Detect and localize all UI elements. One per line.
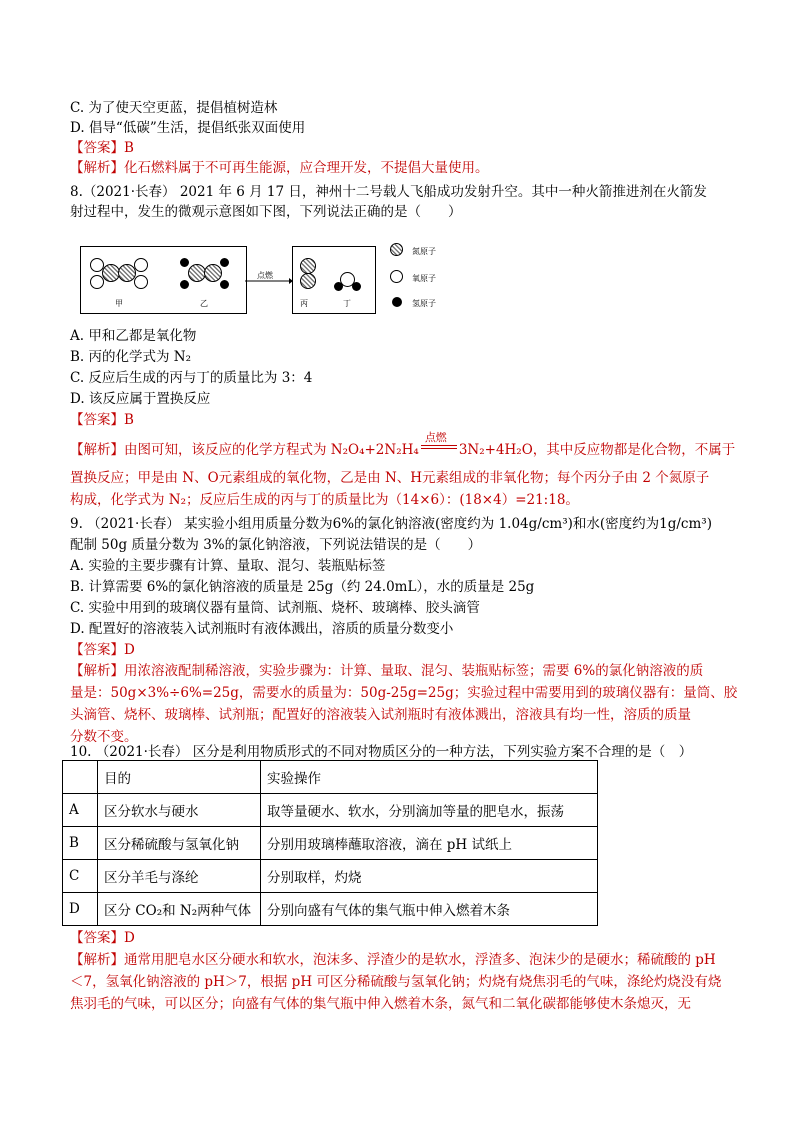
analysis-text: 通常用肥皂水区分硬水和软水，泡沫多、浮渣少的是软水，浮渣多、泡沫少的是硬水；稀硫酸的 pH	[124, 952, 716, 968]
q9-option-c: C. 实验中用到的玻璃仪器有量筒、试剂瓶、烧杯、玻璃棒、胶头滴管	[70, 600, 480, 616]
hydrogen-atom	[220, 258, 229, 267]
table-cell: 区分稀硫酸与氢氧化钠	[98, 827, 261, 860]
answer-tag: 【答案】	[70, 930, 124, 946]
table-cell: 区分软水与硬水	[98, 794, 261, 827]
q10-analysis-1	[70, 950, 716, 970]
option-c-prev: C. 为了使天空更蓝，提倡植树造林	[70, 100, 278, 116]
answer-value: B	[124, 412, 134, 428]
answer-tag: 【答案】	[70, 140, 124, 156]
table-row	[63, 860, 598, 893]
q9-analysis-3: 头滴管、烧杯、玻璃棒、试剂瓶；配置好的溶液装入试剂瓶时有液体溅出，溶液具有均一性，溶质的质量	[70, 707, 691, 723]
nitrogen-atom	[204, 264, 222, 282]
analysis-tag: 【解析】	[70, 663, 124, 679]
answer-tag: 【答案】	[70, 412, 124, 428]
table-row	[63, 827, 598, 860]
answer-line	[70, 138, 134, 158]
nitrogen-atom	[300, 273, 316, 289]
answer-tag: 【答案】	[70, 642, 124, 658]
q8-stem-1: 8.（2021·长春） 2021 年 6 月 17 日，神州十二号载人飞船成功发射升空。其中一种火箭推进剂在火箭发	[70, 184, 707, 200]
q8-analysis-2: 置换反应；甲是由 N、O元素组成的氧化物，乙是由 N、H元素组成的非氧化物；每个丙分子由 2 个氮原子	[70, 470, 710, 486]
table-header-cell: 目的	[98, 761, 261, 794]
legend-hydrogen: 氢原子	[412, 299, 436, 308]
table-cell: 分别用玻璃棒蘸取溶液，滴在 pH 试纸上	[261, 827, 598, 860]
table-cell: 取等量硬水、软水，分别滴加等量的肥皂水，振荡	[261, 794, 598, 827]
analysis-tag: 【解析】	[70, 442, 124, 458]
table-header-cell	[63, 761, 98, 794]
q10-analysis-3: 焦羽毛的气味，可以区分；向盛有气体的集气瓶中伸入燃着木条，氮气和二氧化碳都能够使木条熄灭，无	[70, 996, 691, 1012]
table-header-row	[63, 761, 598, 794]
legend-oxygen: 氧原子	[412, 274, 436, 283]
table-cell: C	[63, 860, 98, 893]
answer-value: B	[124, 140, 134, 156]
q9-option-d: D. 配置好的溶液装入试剂瓶时有液体溅出，溶质的质量分数变小	[70, 621, 454, 637]
equation-arrow	[419, 431, 459, 460]
nitrogen-atom	[300, 258, 316, 274]
legend-hydrogen-icon	[392, 297, 402, 307]
hydrogen-atom	[180, 280, 189, 289]
table-cell: 区分 CO₂和 N₂两种气体	[98, 893, 261, 926]
analysis-tag: 【解析】	[70, 952, 124, 968]
table-cell: 区分羊毛与涤纶	[98, 860, 261, 893]
oxygen-atom	[90, 275, 104, 289]
analysis-text: 化石燃料属于不可再生能源，应合理开发，不提倡大量使用。	[124, 160, 489, 176]
q9-answer	[70, 640, 135, 660]
table-cell: 分别向盛有气体的集气瓶中伸入燃着木条	[261, 893, 598, 926]
q10-stem: 10. （2021·长春） 区分是利用物质形式的不同对物质区分的一种方法，下列实验方案不合理的是（ ）	[70, 744, 693, 760]
legend-nitrogen-icon	[390, 243, 403, 256]
analysis-tag: 【解析】	[70, 160, 124, 176]
table-row	[63, 794, 598, 827]
table-cell: B	[63, 827, 98, 860]
q8-option-b: B. 丙的化学式为 N₂	[70, 349, 192, 365]
label-bing: 丙	[300, 299, 308, 308]
q9-analysis-4: 分数不变。	[70, 729, 138, 745]
reaction-arrow-icon	[245, 276, 293, 286]
q10-analysis-2: ＜7，氢氧化钠溶液的 pH＞7，根据 pH 可区分稀硫酸与氢氧化钠；灼烧有烧焦羽毛的气味，涤纶灼烧没有烧	[70, 974, 722, 990]
q10-table	[62, 760, 598, 926]
answer-value: D	[124, 930, 135, 946]
table-row	[63, 893, 598, 926]
q8-answer	[70, 410, 134, 430]
table-header-cell: 实验操作	[261, 761, 598, 794]
hydrogen-atom	[180, 258, 189, 267]
q9-option-b: B. 计算需要 6%的氯化钠溶液的质量是 25g（约 24.0mL），水的质量是 25g	[70, 579, 535, 595]
analysis-text: 用浓溶液配制稀溶液，实验步骤为：计算、量取、混匀、装瓶贴标签；需要 6%的氯化钠溶液的质	[124, 663, 704, 679]
analysis-text: 由图可知，该反应的化学方程式为 N₂O₄+2N₂H₄	[124, 442, 419, 458]
legend-nitrogen: 氮原子	[412, 247, 436, 256]
q9-analysis-1	[70, 661, 703, 681]
analysis-line	[70, 158, 489, 178]
analysis-text: 3N₂+4H₂O，其中反应物都是化合物，不属于	[458, 442, 736, 458]
q8-option-d: D. 该反应属于置换反应	[70, 391, 211, 407]
option-d-prev: D. 倡导“低碳”生活，提倡纸张双面使用	[70, 120, 306, 136]
q9-analysis-2: 量是：50g×3%÷6%=25g，需要水的质量为：50g-25g=25g；实验过程中需要用到的玻璃仪器有：量筒、胶	[70, 685, 738, 701]
table-cell: 分别取样，灼烧	[261, 860, 598, 893]
q9-stem-2: 配制 50g 质量分数为 3%的氯化钠溶液，下列说法错误的是（ ）	[70, 537, 482, 553]
hydrogen-atom	[352, 282, 361, 291]
label-yi: 乙	[200, 299, 208, 308]
q8-analysis-1	[70, 431, 736, 460]
legend-oxygen-icon	[390, 270, 403, 283]
oxygen-atom	[134, 275, 148, 289]
q10-answer	[70, 928, 135, 948]
hydrogen-atom	[334, 282, 343, 291]
hydrogen-atom	[220, 280, 229, 289]
table-cell: A	[63, 794, 98, 827]
q8-stem-2: 射过程中，发生的微观示意图如下图，下列说法正确的是（ ）	[70, 204, 462, 220]
answer-value: D	[124, 642, 135, 658]
q9-option-a: A. 实验的主要步骤有计算、量取、混匀、装瓶贴标签	[70, 558, 386, 574]
label-ding: 丁	[343, 299, 351, 308]
q8-option-a: A. 甲和乙都是氧化物	[70, 328, 197, 344]
q9-stem-1: 9. （2021·长春） 某实验小组用质量分数为6%的氯化钠溶液(密度约为 1.04g/cm³)和水(密度约为1g/cm³)	[70, 516, 712, 532]
q8-option-c: C. 反应后生成的丙与丁的质量比为 3：4	[70, 370, 313, 386]
arrow-condition: 点燃	[257, 271, 273, 280]
oxygen-atom	[134, 258, 148, 272]
label-jia: 甲	[115, 299, 123, 308]
q8-analysis-3: 构成，化学式为 N₂；反应后生成的丙与丁的质量比为（14×6）：(18×4）=21:18。	[70, 492, 579, 508]
table-cell: D	[63, 893, 98, 926]
condition-text: 点燃	[424, 431, 447, 444]
